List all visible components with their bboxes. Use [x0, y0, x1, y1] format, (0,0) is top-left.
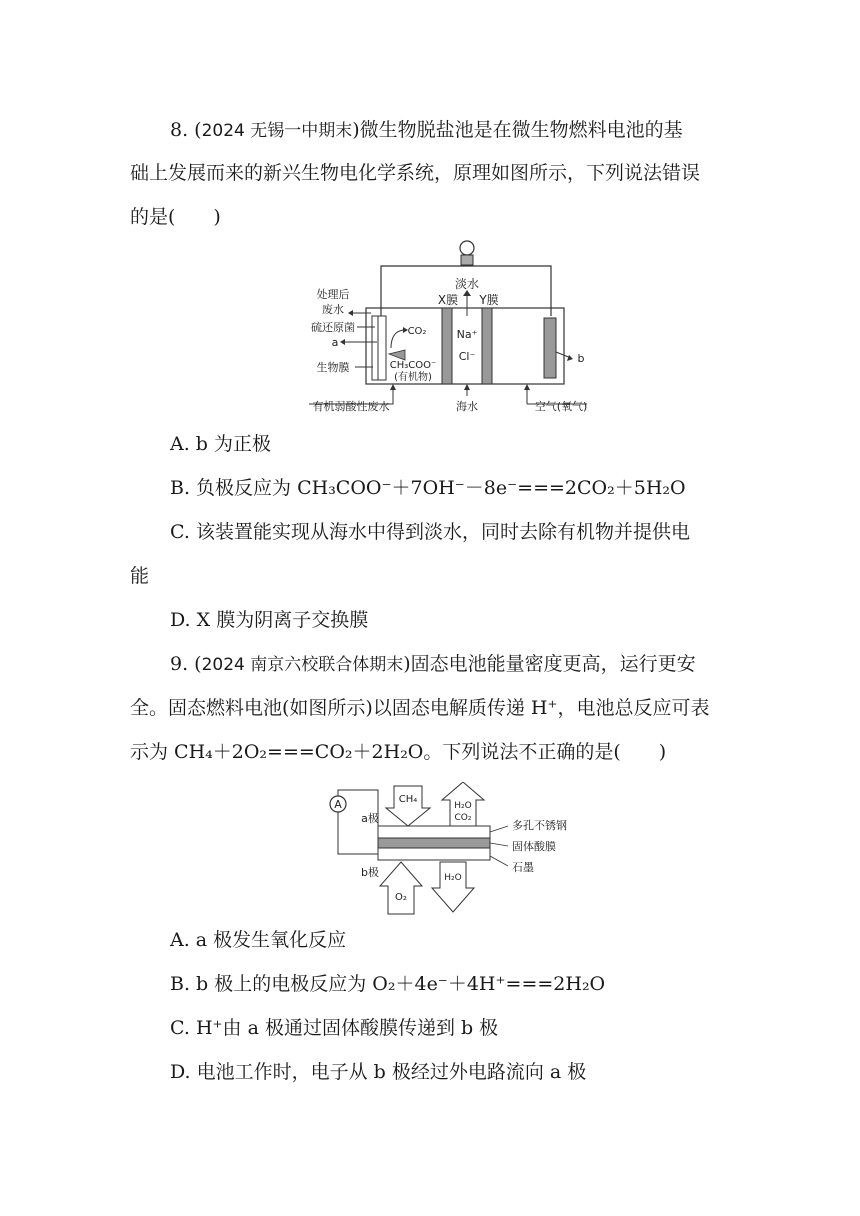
q8-number: 8. (: [170, 119, 202, 141]
y-membrane: [482, 308, 492, 384]
porous-steel-label: 多孔不锈钢: [512, 819, 567, 832]
acidic-waste-label: 有机弱酸性废水: [312, 400, 390, 413]
cl-ion-label: Cl⁻: [458, 350, 476, 363]
q9-option-c: C. H⁺由 a 极通过固体酸膜传递到 b 极: [170, 1017, 499, 1039]
biofilm: [372, 316, 378, 380]
b-label: b: [577, 352, 585, 365]
b-pole-label: b极: [361, 866, 379, 879]
q8-stem-line1: [170, 116, 683, 145]
a-electrode: [378, 826, 490, 838]
q8-stem-line3: 的是( ): [130, 206, 221, 228]
x-membrane-label: X膜: [437, 293, 459, 307]
seawater-label: 海水: [456, 400, 478, 413]
air-label: 空气(氧气): [534, 400, 588, 413]
q9-figure: [318, 782, 588, 918]
ch4-label: CH₄: [398, 794, 418, 805]
q9-stem-line2: 全。固态燃料电池(如图所示)以固态电解质传递 H⁺，电池总反应可表: [130, 697, 710, 719]
q8-figure: [305, 238, 595, 416]
q9-stem-line3: 示为 CH₄＋2O₂===CO₂＋2H₂O。下列说法不正确的是( ): [130, 741, 667, 763]
water-outlet-arrow: [432, 862, 474, 912]
h2o-top-label: H₂O: [454, 801, 472, 811]
o2-inlet-arrow: [380, 862, 422, 914]
q8-stem-text: )微生物脱盐池是在微生物燃料电池的基: [352, 119, 683, 141]
treated-waste-label-2: 废水: [322, 303, 344, 316]
x-membrane: [442, 308, 452, 384]
q8-stem-line2: 础上发展而来的新兴生物电化学系统，原理如图所示，下列说法错误: [130, 162, 701, 184]
q9-option-a: A. a 极发生氧化反应: [170, 929, 347, 951]
q9-source: 2024 南京六校联合体期末: [201, 655, 404, 675]
sulfur-bacteria-label: 硫还原菌: [311, 321, 355, 334]
q8-option-c-cont: 能: [130, 565, 150, 587]
q8-option-b: B. 负极反应为 CH₃COO⁻＋7OH⁻－8e⁻===2CO₂＋5H₂O: [170, 477, 686, 499]
q9-number: 9. (: [170, 653, 202, 675]
q8-option-c: C. 该装置能实现从海水中得到淡水，同时去除有机物并提供电: [170, 521, 690, 543]
treated-waste-label: 处理后: [316, 288, 350, 301]
q9-option-b: B. b 极上的电极反应为 O₂＋4e⁻＋4H⁺===2H₂O: [170, 973, 606, 995]
a-pole-label: a极: [361, 812, 379, 825]
h2o-bottom-label: H₂O: [444, 873, 462, 883]
fresh-water-label: 淡水: [454, 277, 480, 291]
b-electrode: [378, 848, 490, 860]
o2-label: O₂: [395, 892, 407, 903]
cathode-b: [544, 318, 556, 378]
ammeter-label: A: [334, 798, 342, 811]
y-membrane-label: Y膜: [479, 293, 499, 307]
q8-option-a: A. b 为正极: [170, 433, 272, 455]
q8-source: 2024 无锡一中期末: [201, 121, 353, 141]
solid-acid-label: 固体酸膜: [512, 840, 556, 853]
biofilm-label: 生物膜: [316, 361, 350, 374]
acetate-label: CH₃COO⁻: [389, 360, 437, 371]
lightbulb-icon: [460, 241, 474, 265]
co2-top-label: CO₂: [454, 813, 472, 823]
solid-acid-membrane: [378, 838, 490, 848]
na-ion-label: Na⁺: [456, 328, 478, 341]
a-label: a: [331, 336, 339, 349]
graphite-label: 石墨: [512, 861, 534, 874]
q9-stem-line1: [170, 650, 696, 679]
co2-label: CO₂: [407, 326, 427, 337]
organic-label: (有机物): [394, 372, 432, 383]
ch4-inlet-arrow: [386, 786, 430, 826]
anode-a: [378, 316, 386, 380]
q8-option-d: D. X 膜为阴离子交换膜: [170, 609, 369, 631]
q9-option-d: D. 电池工作时，电子从 b 极经过外电路流向 a 极: [170, 1061, 587, 1083]
q9-stem-text: )固态电池能量密度更高，运行更安: [403, 653, 696, 675]
